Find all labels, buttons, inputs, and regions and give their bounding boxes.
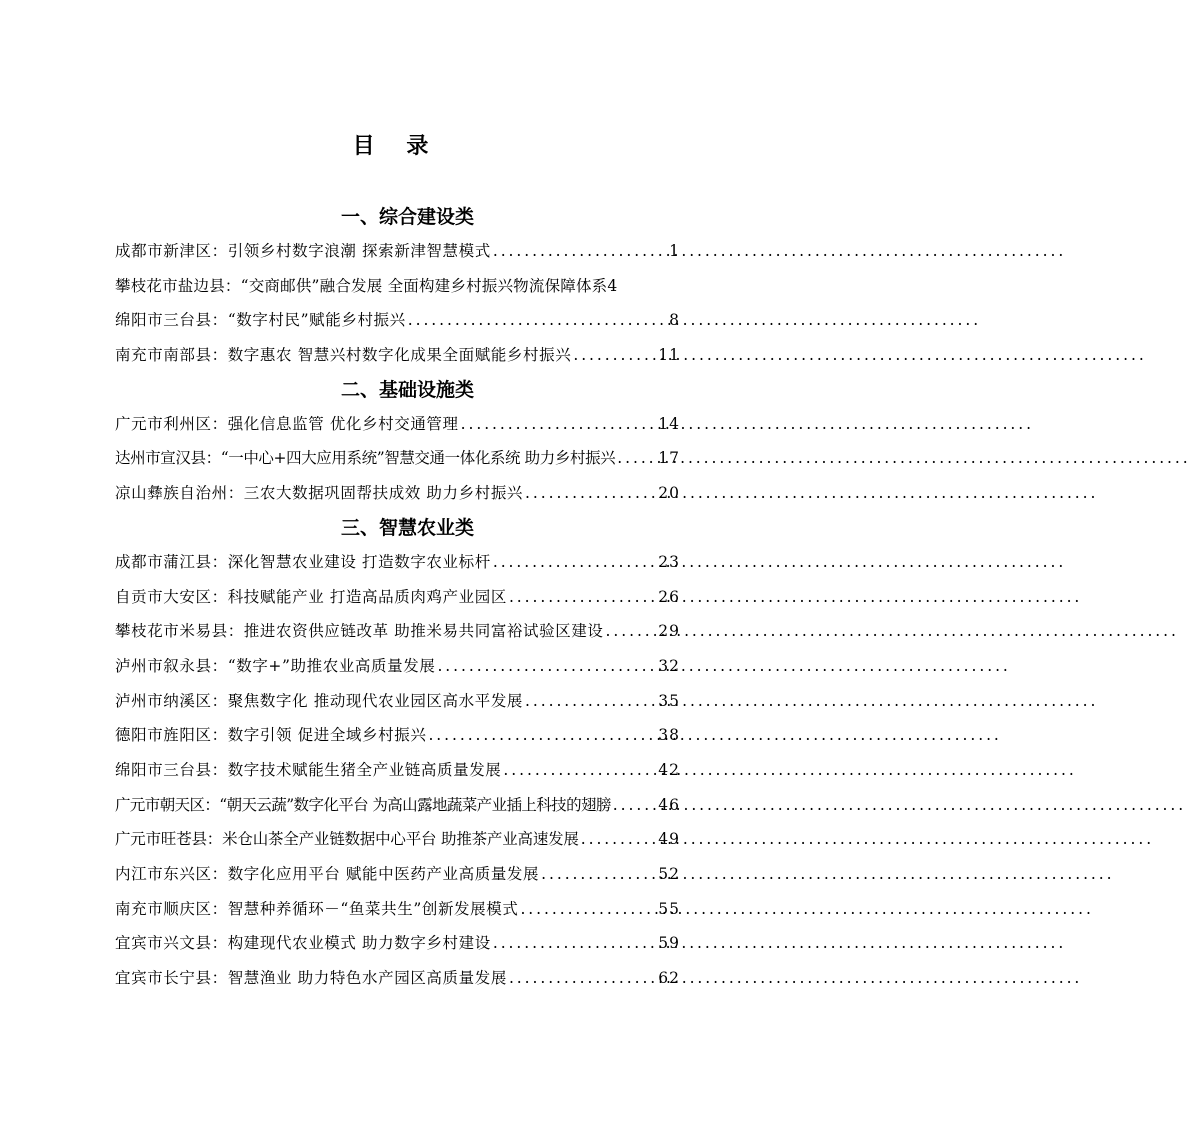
toc-entry-page: 62 xyxy=(658,969,680,988)
dot-leader xyxy=(518,892,658,927)
toc-entry[interactable] xyxy=(115,407,680,442)
toc-entry-page: 17 xyxy=(658,449,680,468)
toc-entry[interactable] xyxy=(115,303,680,338)
table-of-contents xyxy=(115,200,680,996)
toc-entry-title: 攀枝花市盐边县：“交商邮供”融合发展 全面构建乡村振兴物流保障体系 xyxy=(115,276,608,295)
toc-entry-title: 泸州市纳溪区：聚焦数字化 推动现代农业园区高水平发展 xyxy=(115,691,524,710)
toc-entry-page: 8 xyxy=(669,311,680,330)
toc-entry-title: 南充市南部县：数字惠农 智慧兴村数字化成果全面赋能乡村振兴 xyxy=(115,346,572,365)
dot-leader xyxy=(435,649,658,684)
section-heading-smart-agriculture: 三、智慧农业类 xyxy=(340,516,474,539)
toc-entry-title: 广元市利州区：强化信息监管 优化乡村交通管理 xyxy=(115,414,459,433)
toc-entry-title: 广元市旺苍县：米仓山茶全产业链数据中心平台 助推茶产业高速发展 xyxy=(115,830,579,849)
dot-leader xyxy=(491,545,658,580)
toc-entry-page: 59 xyxy=(658,934,680,953)
toc-entry-title: 宜宾市兴文县：构建现代农业模式 助力数字乡村建设 xyxy=(115,934,491,953)
toc-entry[interactable] xyxy=(115,926,680,961)
toc-entry-page: 23 xyxy=(658,552,680,571)
toc-entry[interactable] xyxy=(115,684,680,719)
toc-entry-title: 绵阳市三台县：“数字村民”赋能乡村振兴 xyxy=(115,311,406,330)
toc-entry-page: 11 xyxy=(658,346,680,365)
toc-entry-page: 38 xyxy=(658,726,680,745)
toc-entry[interactable] xyxy=(115,476,680,511)
toc-entry-title: 南充市顺庆区：智慧种养循环－“鱼菜共生”创新发展模式 xyxy=(115,899,519,918)
toc-entry-title: 德阳市旌阳区：数字引领 促进全域乡村振兴 xyxy=(115,726,427,745)
section-heading-comprehensive: 一、综合建设类 xyxy=(340,206,474,228)
toc-entry[interactable] xyxy=(115,580,680,615)
dot-leader xyxy=(611,788,658,823)
dot-leader xyxy=(426,718,658,753)
toc-entry-page: 35 xyxy=(658,691,680,710)
toc-entry-page: 29 xyxy=(658,622,680,641)
section-heading-infrastructure: 二、基础设施类 xyxy=(340,378,474,401)
dot-leader xyxy=(571,338,658,373)
toc-entry[interactable] xyxy=(115,441,680,476)
page-title: 目 录 xyxy=(352,134,441,159)
toc-entry-title: 内江市东兴区：数字化应用平台 赋能中医药产业高质量发展 xyxy=(115,865,540,883)
toc-entry-page: 49 xyxy=(658,830,680,849)
dot-leader xyxy=(501,753,658,788)
toc-entry[interactable] xyxy=(115,857,680,892)
toc-entry-page: 20 xyxy=(658,484,680,503)
toc-entry[interactable] xyxy=(115,234,680,269)
toc-entry-page: 14 xyxy=(658,414,680,433)
toc-entry[interactable] xyxy=(115,961,680,996)
dot-leader xyxy=(491,234,669,269)
toc-entry-title: 攀枝花市米易县：推进农资供应链改革 助推米易共同富裕试验区建设 xyxy=(115,622,604,641)
toc-entry-title: 凉山彝族自治州：三农大数据巩固帮扶成效 助力乡村振兴 xyxy=(115,484,524,503)
toc-entry-page: 32 xyxy=(658,656,680,675)
dot-leader xyxy=(507,580,658,615)
toc-entry[interactable] xyxy=(115,614,680,649)
toc-entry[interactable] xyxy=(115,753,680,788)
toc-entry-page: 42 xyxy=(658,760,680,779)
toc-entry-page: 26 xyxy=(658,587,680,606)
toc-entry[interactable] xyxy=(115,545,680,580)
toc-entry-title: 达州市宣汉县：“一中心+四大应用系统”智慧交通一体化系统 助力乡村振兴 xyxy=(115,449,616,468)
dot-leader xyxy=(406,303,669,338)
dot-leader xyxy=(579,822,659,857)
toc-entry-page: 4 xyxy=(607,276,619,295)
toc-entry[interactable] xyxy=(115,649,680,684)
dot-leader xyxy=(491,926,658,961)
dot-leader xyxy=(459,407,659,442)
toc-entry[interactable] xyxy=(115,269,680,304)
toc-entry-page: 46 xyxy=(658,795,680,814)
dot-leader xyxy=(539,857,658,892)
dot-leader xyxy=(604,614,659,649)
toc-entry-title: 成都市蒲江县：深化智慧农业建设 打造数字农业标杆 xyxy=(115,552,491,571)
toc-entry[interactable] xyxy=(115,822,680,857)
toc-entry-title: 广元市朝天区：“朝天云蔬”数字化平台 为高山露地蔬菜产业插上科技的翅膀 xyxy=(115,795,611,814)
toc-entry[interactable] xyxy=(115,788,680,823)
toc-entry-page: 52 xyxy=(658,865,680,883)
toc-entry-title: 自贡市大安区：科技赋能产业 打造高品质肉鸡产业园区 xyxy=(115,587,507,606)
dot-leader xyxy=(523,476,658,511)
toc-entry-title: 成都市新津区：引领乡村数字浪潮 探索新津智慧模式 xyxy=(115,242,491,260)
dot-leader xyxy=(523,684,658,719)
toc-entry-page: 1 xyxy=(669,242,680,260)
dot-leader xyxy=(507,961,658,996)
toc-entry-title: 绵阳市三台县：数字技术赋能生猪全产业链高质量发展 xyxy=(115,760,502,779)
toc-entry-page: 55 xyxy=(658,899,680,918)
toc-entry[interactable] xyxy=(115,718,680,753)
toc-entry[interactable] xyxy=(115,338,680,373)
toc-entry[interactable] xyxy=(115,892,680,927)
toc-entry-title: 宜宾市长宁县：智慧渔业 助力特色水产园区高质量发展 xyxy=(115,969,507,988)
toc-entry-title: 泸州市叙永县：“数字+”助推农业高质量发展 xyxy=(115,656,436,675)
dot-leader xyxy=(615,441,658,476)
